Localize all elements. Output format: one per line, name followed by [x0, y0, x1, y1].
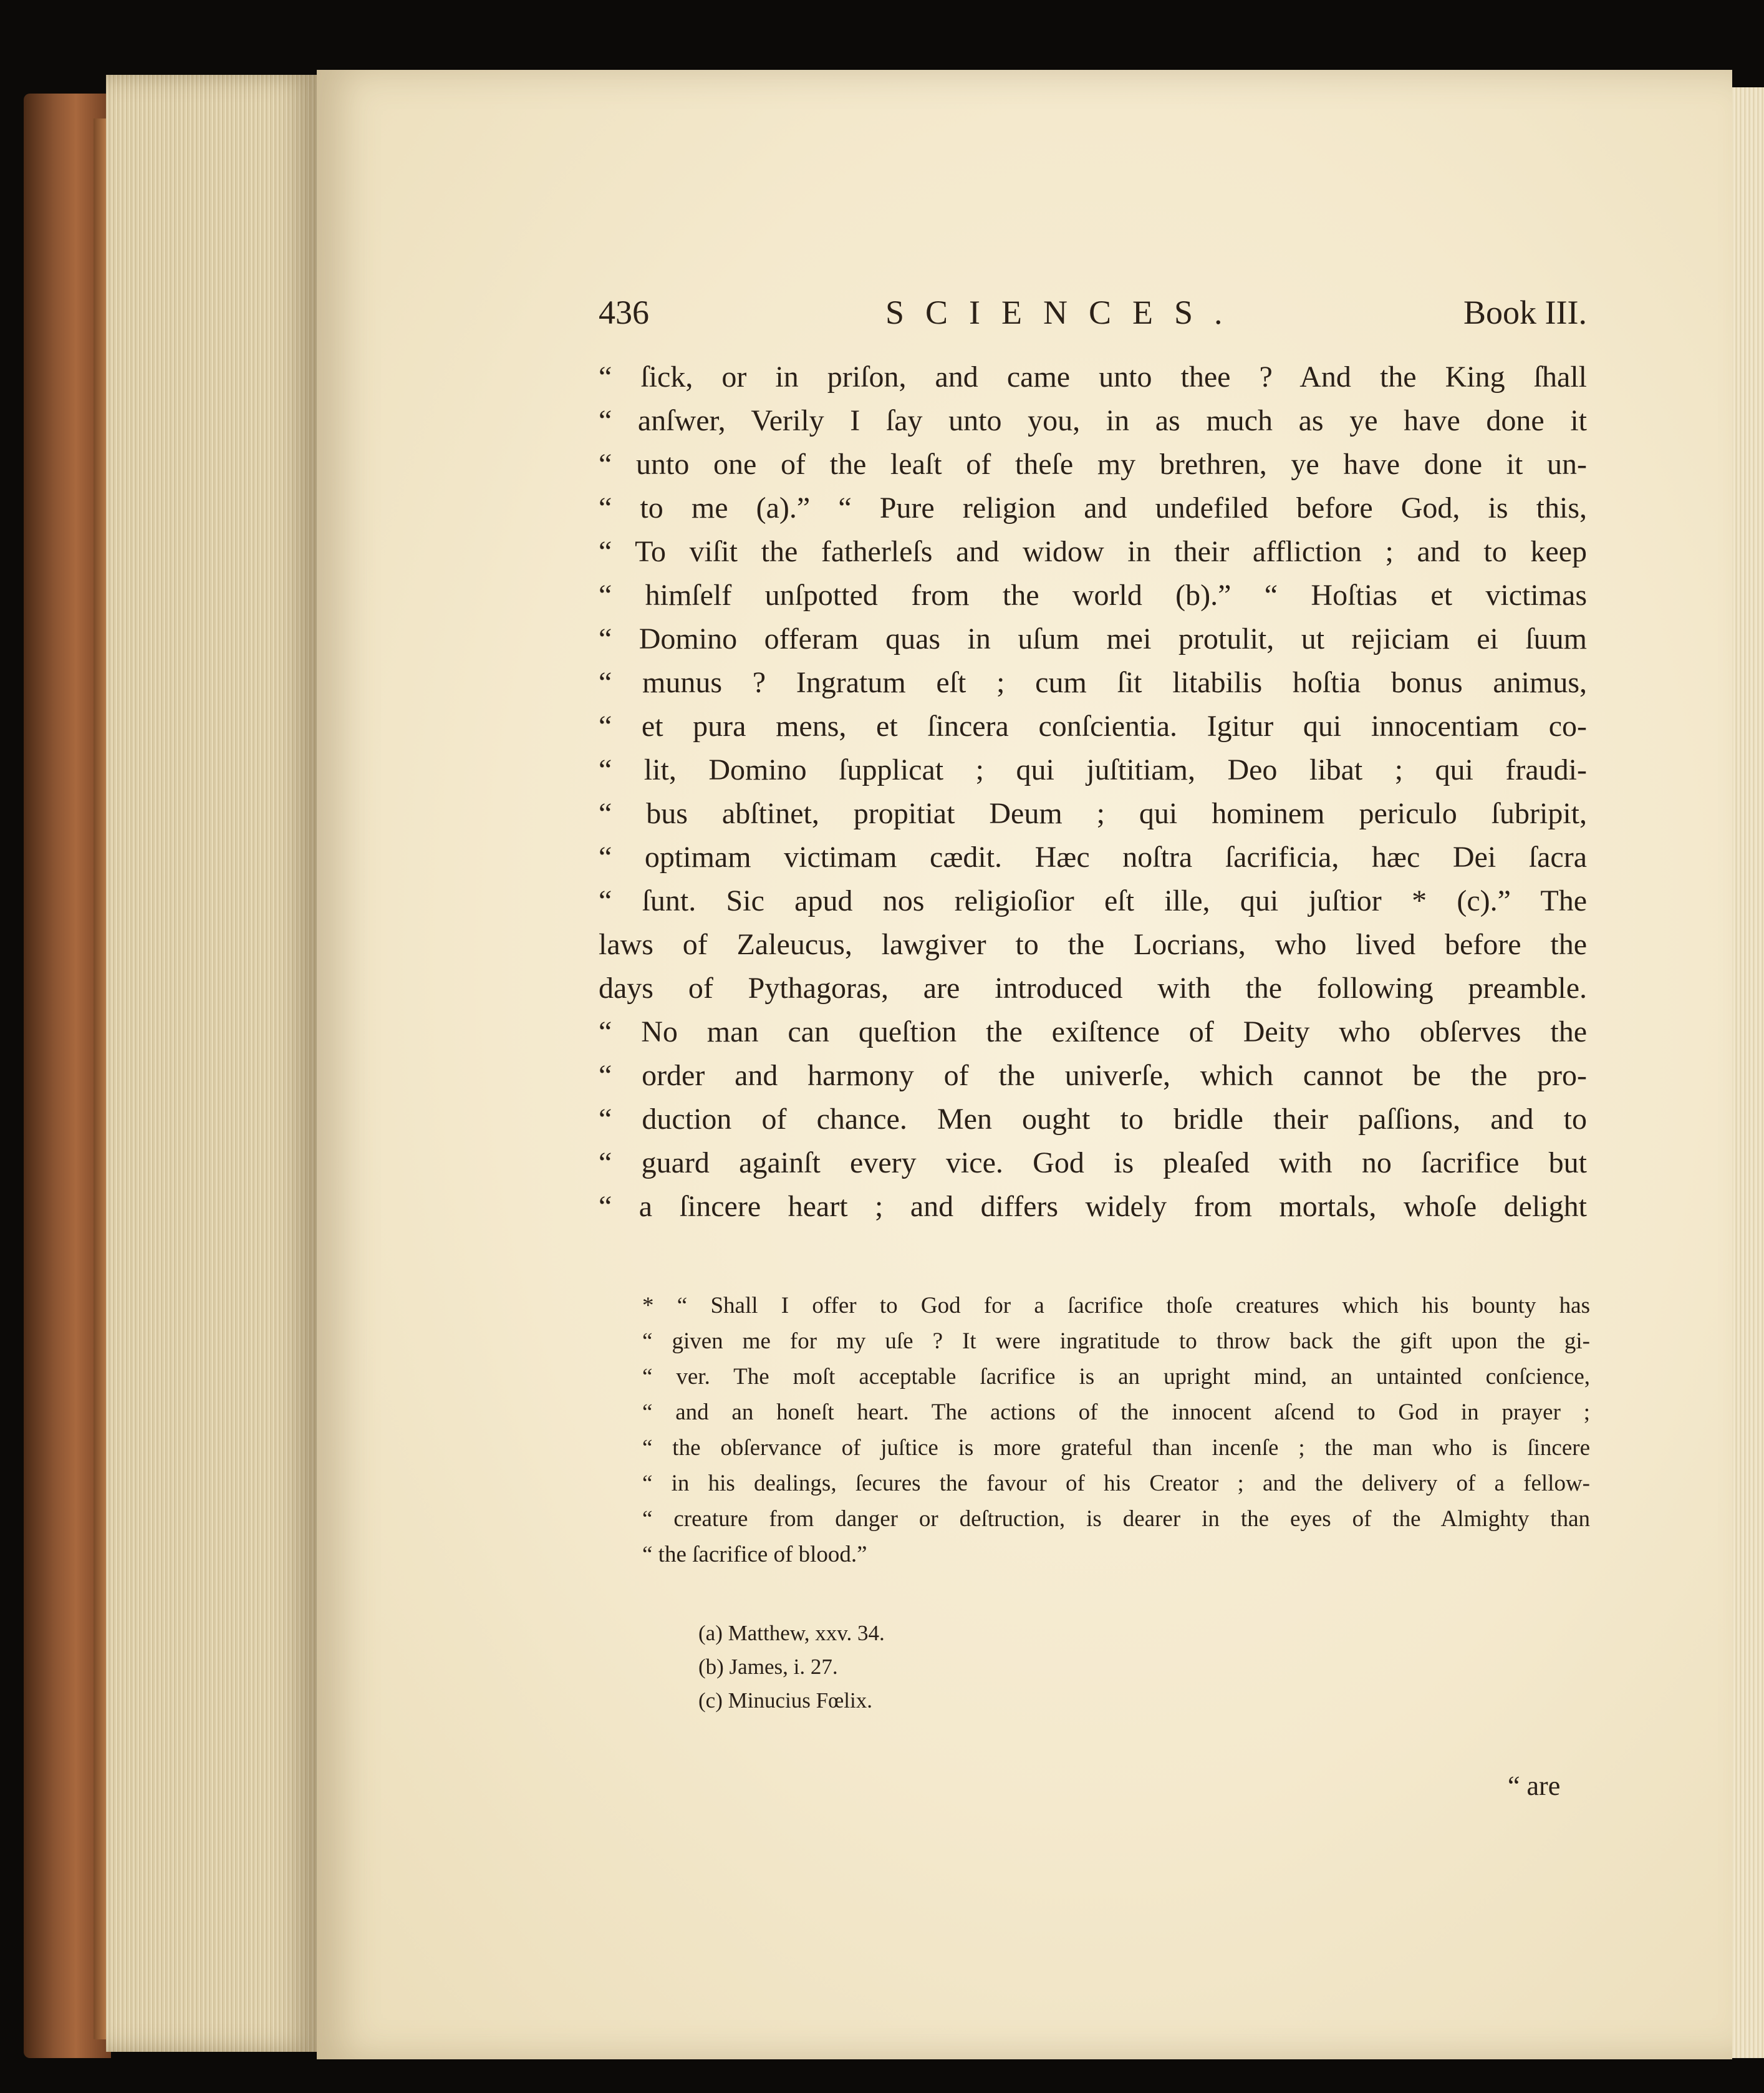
catchword: “ are — [1508, 1771, 1561, 1801]
body-line: “ Domino offeram quas in uſum mei protulit, ut rejiciam ei ſuum — [599, 622, 1587, 655]
body-line: “ lit, Domino ſupplicat ; qui juſtitiam, Deo libat ; qui fraudi- — [599, 753, 1587, 786]
body-line: “ duction of chance. Men ought to bridle their paſſions, and to — [599, 1103, 1587, 1136]
references — [698, 1617, 1072, 1718]
footnote-line: * “ Shall I offer to God for a ſacrifice thoſe creatures which his bounty has — [642, 1293, 1590, 1318]
body-line: “ optimam victimam cædit. Hæc noſtra ſacrificia, hæc Dei ſacra — [599, 841, 1587, 874]
body-line: “ anſwer, Verily I ſay unto you, in as much as ye have done it — [599, 404, 1587, 437]
reference-item: (c) Minucius Fœlix. — [698, 1688, 873, 1713]
reference-item: (a) Matthew, xxv. 34. — [698, 1621, 885, 1645]
body-line: “ To viſit the fatherleſs and widow in their affliction ; and to keep — [599, 535, 1587, 568]
footnote-line: “ given me for my uſe ? It were ingratitude to throw back the gift upon the gi- — [642, 1328, 1590, 1354]
body-line: days of Pythagoras, are introduced with the following preamble. — [599, 972, 1587, 1005]
footnote-line: “ ver. The moſt acceptable ſacrifice is an upright mind, an untainted conſcience, — [642, 1364, 1590, 1390]
book-label: Book III. — [1463, 294, 1587, 331]
next-page-edge — [1732, 87, 1764, 2058]
page-block-edge — [106, 75, 318, 2052]
running-head: SCIENCES. — [885, 294, 1244, 331]
body-line: “ guard againſt every vice. God is pleaſed with no ſacrifice but — [599, 1146, 1587, 1179]
body-line: “ bus abſtinet, propitiat Deum ; qui hominem periculo ſubripit, — [599, 797, 1587, 830]
body-line: laws of Zaleucus, lawgiver to the Locrians, who lived before the — [599, 928, 1587, 961]
body-line: “ ſunt. Sic apud nos religioſior eſt ille, qui juſtior * (c).” The — [599, 884, 1587, 917]
footnote-line: “ the obſervance of juſtice is more grateful than incenſe ; the man who is ſincere — [642, 1435, 1590, 1461]
footnote-line: “ and an honeſt heart. The actions of the innocent aſcend to God in prayer ; — [642, 1399, 1590, 1425]
body-line: “ et pura mens, et ſincera conſcientia. Igitur qui innocentiam co- — [599, 710, 1587, 743]
body-line: “ order and harmony of the univerſe, which cannot be the pro- — [599, 1059, 1587, 1092]
body-line: “ a ſincere heart ; and differs widely from mortals, whoſe delight — [599, 1190, 1587, 1223]
page-number: 436 — [599, 294, 649, 331]
footnote-line: “ the ſacrifice of blood.” — [642, 1542, 867, 1567]
footnote-line: “ in his dealings, ſecures the favour of his Creator ; and the delivery of a fellow- — [642, 1471, 1590, 1496]
body-line: “ No man can queſtion the exiſtence of Deity who obſerves the — [599, 1015, 1587, 1048]
reference-item: (b) James, i. 27. — [698, 1655, 838, 1679]
body-line: “ ſick, or in priſon, and came unto thee ? And the King ſhall — [599, 360, 1587, 394]
footnote — [642, 1288, 1590, 1572]
body-text — [599, 355, 1587, 1229]
body-line: “ himſelf unſpotted from the world (b).” “ Hoſtias et victimas — [599, 579, 1587, 612]
page-header — [599, 293, 1587, 343]
footnote-line: “ creature from danger or deſtruction, is dearer in the eyes of the Almighty than — [642, 1506, 1590, 1532]
body-line: “ munus ? Ingratum eſt ; cum ſit litabilis hoſtia bonus animus, — [599, 666, 1587, 699]
body-line: “ to me (a).” “ Pure religion and undefiled before God, is this, — [599, 491, 1587, 524]
body-line: “ unto one of the leaſt of theſe my brethren, ye have done it un- — [599, 448, 1587, 481]
